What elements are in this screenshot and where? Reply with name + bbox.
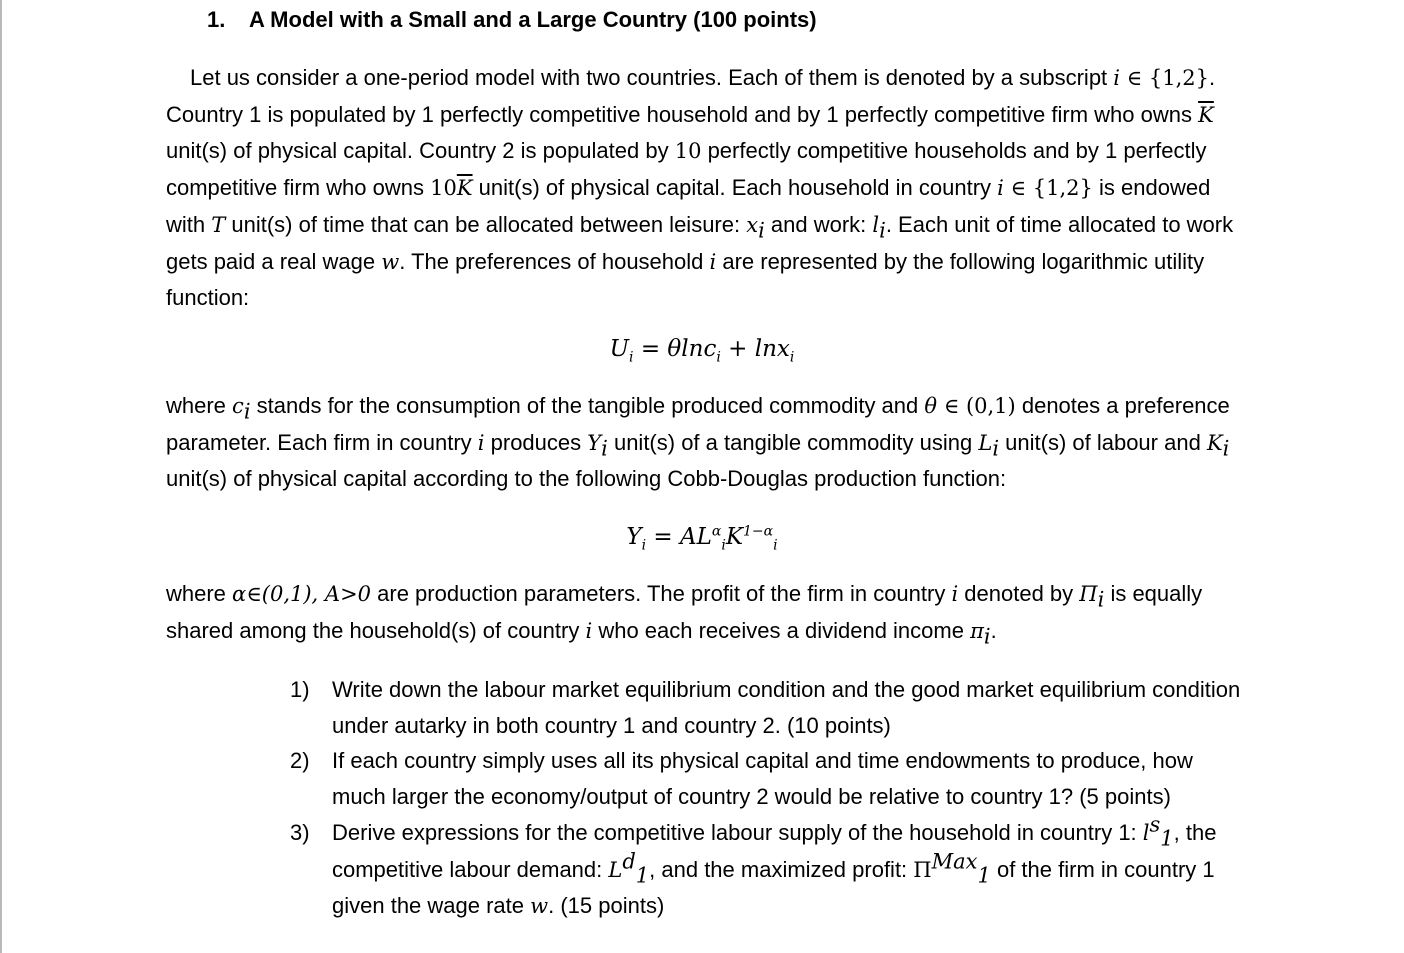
text-run: who each receives a dividend income [592,617,971,643]
text-run: stands for the consumption of the tangible produced commodity and [250,393,925,418]
question-text: . (15 points) [548,893,665,919]
math-interval: ∈ (0,1) [937,394,1016,418]
text-run: are represented by the following logarithmic utility function: [166,248,1205,311]
text-run: Let us consider a one-period model with two countries. Each of them is denoted by a subscript [190,65,1114,90]
text-run: unit(s) of labour and [999,429,1207,455]
math-k: K [1206,430,1223,455]
question-item [288,812,1248,925]
text-run: produces [484,429,588,455]
math-i: i [951,582,959,606]
math-sub: i [721,537,726,554]
question-text: If each country simply uses all its physical capital and time endowments to produce, how much larger the economy/output of country 2 would be relative to country 1? (5 points) [332,748,1193,810]
math-l: l [1142,820,1150,845]
text-run: where [166,581,233,606]
math-sub: i [879,218,886,243]
text-run: perfectly competitive households and by 1 perfectly competitive firm who owns [166,138,1207,201]
text-run: unit(s) of physical capital according to the following Cobb-Douglas production function: [166,466,1007,492]
math-x: x [746,212,759,237]
math-ten: 10 [430,176,457,201]
math-sup: α [711,523,722,540]
math-sub: i [773,537,778,554]
text-run: is equally shared among the household(s) of country [166,581,1203,643]
question-text: Write down the labour market equilibrium condition and the good market equilibrium condition under autarky in both country 1 and country 2. (10 points) [332,677,1241,738]
question-number: 2) [290,748,310,774]
math-sup: s [1149,812,1161,837]
math-x: x [776,336,790,362]
math-sup: 1−α [743,523,774,540]
math-i: i [477,430,485,455]
math-ten: 10 [674,139,702,164]
math-sup: Max [931,849,978,874]
math-y: Y [626,524,642,550]
text-run: . The preferences of household [399,248,710,274]
question-text: , and the maximized profit: [649,856,914,882]
question-item [288,743,1248,814]
math-set: ∈ {1,2} [1003,176,1093,201]
text-run: denotes a preference parameter. Each firm in country [166,393,1230,455]
math-op: = A [646,524,697,550]
math-y: Y [587,430,602,455]
intro-paragraph [166,60,1246,316]
math-sup: d [622,849,636,874]
profit-paragraph [166,576,1246,649]
text-run: unit(s) of physical capital. Each household in country [472,175,998,201]
math-sub: i [629,349,634,366]
math-sub: i [992,436,1000,461]
math-op: + [720,336,755,362]
math-i: i [1113,66,1120,90]
text-run: and work: [764,211,873,237]
math-kbar: $\overline{K}$ [456,176,473,201]
math-sub: i [1222,436,1230,461]
math-k: K [725,524,744,550]
math-sub: 1 [635,862,650,887]
math-l-upper: L [608,857,623,882]
math-op: = θ [633,336,682,362]
math-theta: θ [924,394,938,418]
math-l: l [872,212,880,237]
heading-number: 1. [207,7,226,32]
math-set: ∈ {1,2} [1120,66,1210,90]
math-l: L [978,430,993,455]
math-ln: ln [681,336,704,362]
math-kbar: $\overline{K}$ [1198,102,1214,127]
math-c: c [703,336,717,362]
math-l: L [696,524,712,550]
text-run: are production parameters. The profit of the firm in country [371,581,952,606]
math-pi-upper: Π [1079,582,1098,606]
math-ln: ln [754,336,777,362]
math-params: α∈(0,1), A>0 [232,582,372,606]
question-text: , the competitive labour demand: [332,819,1217,882]
math-sub: i [641,537,647,554]
math-sub: i [601,436,608,461]
text-run: denoted by [958,581,1080,606]
utility-equation [0,332,1404,366]
math-sub: i [983,624,991,649]
math-sub: 1 [977,862,991,887]
question-list [288,672,1248,925]
text-run: where [166,393,233,418]
math-tbar: T [211,212,226,237]
text-run: unit(s) of physical capital. Country 2 is populated by [166,138,675,164]
text-run: . [990,617,997,643]
heading-title: A Model with a Small and a Large Country (100 points) [249,7,817,32]
math-i: i [585,618,593,643]
math-w: w [530,894,549,919]
math-pi-upper: Π [913,857,932,882]
math-sub: i [716,349,721,366]
section-heading [207,4,817,36]
math-u: U [609,336,630,362]
text-run: . Country 1 is populated by 1 perfectly competitive household and by 1 perfectly competitive firm who owns [166,65,1216,127]
production-paragraph [166,388,1246,497]
question-number: 3) [290,819,310,845]
production-equation [0,520,1404,554]
math-pi-lower: π [970,618,984,643]
text-run: unit(s) of a tangible commodity using [607,429,979,455]
math-i: i [709,249,717,274]
math-w: w [381,249,400,274]
math-sub: i [758,218,765,243]
math-sub: i [789,349,795,366]
text-run: unit(s) of time that can be allocated between leisure: [225,211,747,237]
math-sub: i [243,399,251,424]
text-run: . Each unit of time allocated to work gets paid a real wage [166,211,1234,274]
question-text: Derive expressions for the competitive labour supply of the household in country 1: [332,819,1143,845]
question-item [288,672,1248,743]
question-text: of the firm in country 1 given the wage rate [332,856,1215,919]
math-sub: 1 [1160,826,1174,851]
question-number: 1) [290,677,310,702]
math-c: c [232,394,244,418]
text-run: is endowed with [166,175,1211,237]
math-i: i [997,176,1004,201]
math-sub: i [1097,587,1105,612]
